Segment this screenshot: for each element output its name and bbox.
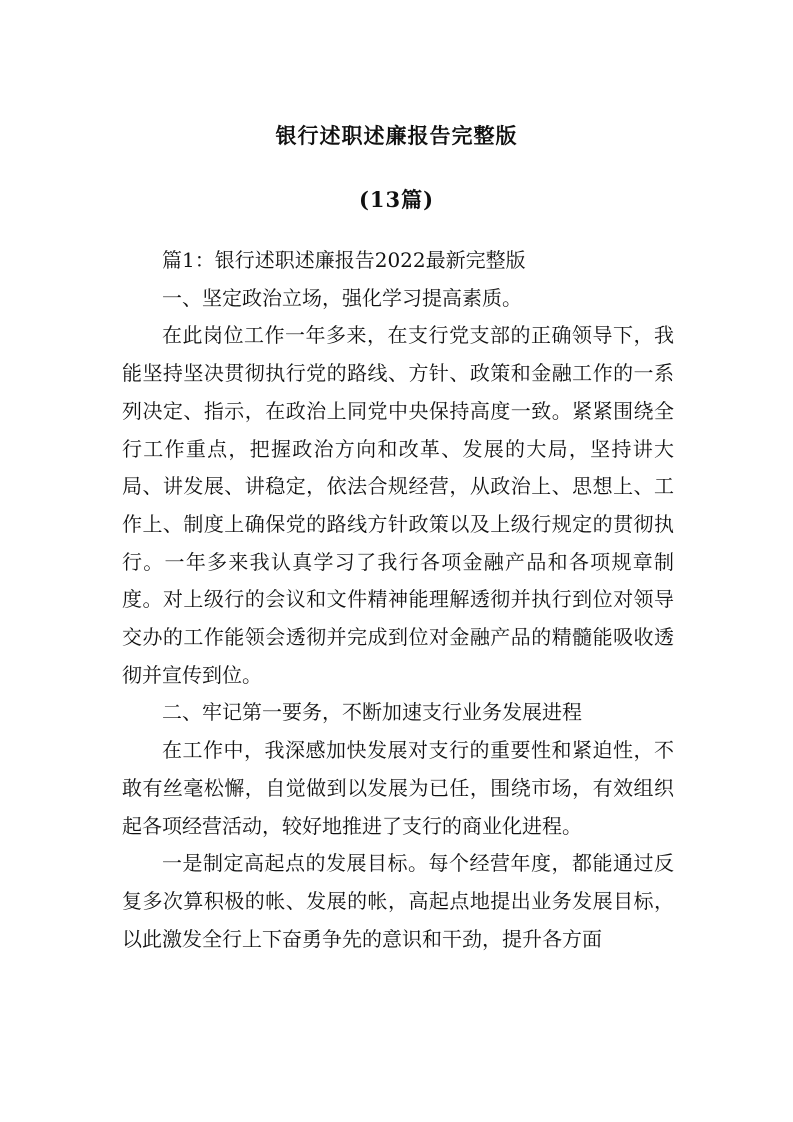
document-subtitle: (13篇) xyxy=(358,187,435,212)
document-title: 银行述职述廉报告完整版 xyxy=(275,123,518,148)
body-paragraph: 在工作中，我深感加快发展对支行的重要性和紧迫性，不敢有丝毫松懈，自觉做到以发展为已任，围绕市场，有效组织起各项经营活动，较好地推进了支行的商业化进程。 xyxy=(122,738,674,838)
body-paragraph: 一是制定高起点的发展目标。每个经营年度，都能通过反复多次算积极的帐、发展的帐，高起点地提出业务发展目标，以此激发全行上下奋勇争先的意识和干劲，提升各方面 xyxy=(122,851,674,951)
section-heading: 篇1：银行述职述廉报告2022最新完整版 xyxy=(162,248,526,272)
body-paragraph: 在此岗位工作一年多来，在支行党支部的正确领导下，我能坚持坚决贯彻执行党的路线、方针、政策和金融工作的一系列决定、指示，在政治上同党中央保持高度一致。紧紧围绕全行工作重点，把握政治方向和改革、发展的大局，坚持讲大局、讲发展、讲稳定，依法合规经营，从政治上、思想上、工作上、制度上确保党的路线方针政策以及上级行规定的贯彻执行。一年多来我认真学习了我行各项金融产品和各项规章制度。对上级行的会议和文件精神能理解透彻并执行到位对领导交办的工作能领会透彻并完成到位对金融产品的精髓能吸收透彻并宣传到位。 xyxy=(122,323,674,687)
document-body xyxy=(122,242,674,958)
section-heading: 一、坚定政治立场，强化学习提高素质。 xyxy=(162,285,522,310)
section-heading: 二、牢记第一要务，不断加速支行业务发展进程 xyxy=(162,700,582,725)
